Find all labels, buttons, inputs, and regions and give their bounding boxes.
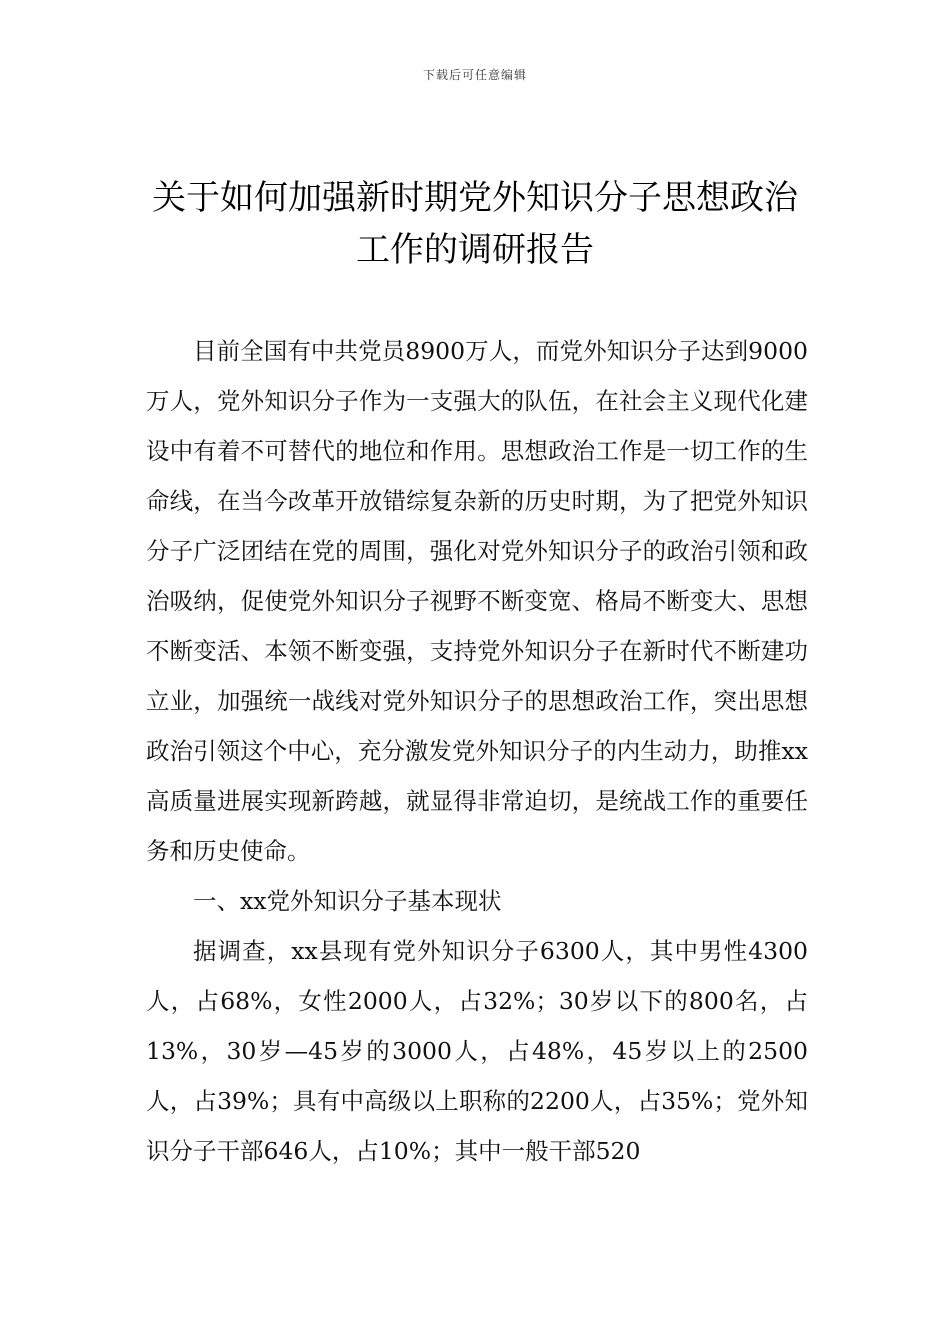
paragraph-intro: 目前全国有中共党员8900万人，而党外知识分子达到9000万人，党外知识分子作为一支强大的队伍，在社会主义现代化建设中有着不可替代的地位和作用。思想政治工作是一切工作的生命线，在当今改革开放错综复杂新的历史时期，为了把党外知识分子广泛团结在党的周围，强化对党外知识分子的政治引领和政治吸纳，促使党外知识分子视野不断变宽、格局不断变大、思想不断变活、本领不断变强，支持党外知识分子在新时代不断建功立业，加强统一战线对党外知识分子的思想政治工作，突出思想政治引领这个中心，充分激发党外知识分子的内生动力，助推xx高质量进展实现新跨越，就显得非常迫切，是统战工作的重要任务和历史使命。 <box>146 337 808 865</box>
paragraph-statistics: 据调查，xx县现有党外知识分子6300人，其中男性4300人，占68%，女性2000人，占32%；30岁以下的800名，占13%，30岁—45岁的3000人，占48%，45岁以上的2500人，占39%；具有中高级以上职称的2200人，占35%；党外知识分子干部646人，占10%；其中一般干部520 <box>146 937 808 1165</box>
document-title: 关于如何加强新时期党外知识分子思想政治工作的调研报告 <box>152 178 798 270</box>
section-heading: 一、xx党外知识分子基本现状 <box>193 887 502 915</box>
header-note: 下载后可任意编辑 <box>422 68 527 82</box>
document-body <box>146 326 808 1176</box>
